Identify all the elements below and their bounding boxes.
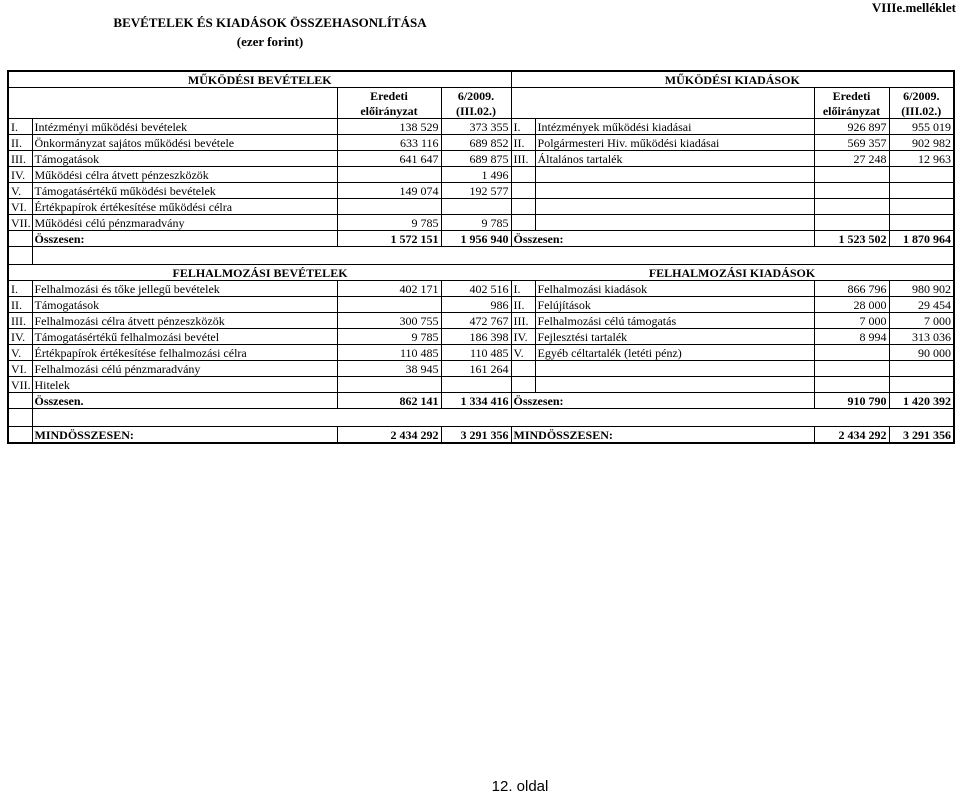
row-numeral: VII. xyxy=(8,377,32,393)
row-numeral: V. xyxy=(8,183,32,199)
value-cell xyxy=(814,345,889,361)
row-label xyxy=(535,377,814,393)
section-title: FELHALMOZÁSI BEVÉTELEK xyxy=(8,265,511,281)
row-label: Értékpapírok értékesítése működési célra xyxy=(32,199,337,215)
value-cell: 569 357 xyxy=(814,135,889,151)
total-label: MINDÖSSZESEN: xyxy=(32,427,337,444)
value-cell xyxy=(337,297,441,313)
value-cell xyxy=(337,199,441,215)
total-value: 1 956 940 xyxy=(441,231,511,247)
row-label: Támogatásértékű működési bevételek xyxy=(32,183,337,199)
row-label: Támogatások xyxy=(32,151,337,167)
row-label: Egyéb céltartalék (letéti pénz) xyxy=(535,345,814,361)
value-cell: 110 485 xyxy=(337,345,441,361)
column-header: előirányzat xyxy=(814,103,889,119)
total-row xyxy=(8,393,954,409)
row-numeral: VII. xyxy=(8,215,32,231)
table-row xyxy=(8,377,954,393)
value-cell xyxy=(814,167,889,183)
total-value: 1 572 151 xyxy=(337,231,441,247)
comparison-table xyxy=(7,70,955,444)
value-cell: 472 767 xyxy=(441,313,511,329)
row-numeral: V. xyxy=(8,345,32,361)
value-cell: 9 785 xyxy=(337,329,441,345)
value-cell xyxy=(337,167,441,183)
value-cell: 313 036 xyxy=(889,329,954,345)
column-header: Eredeti xyxy=(337,88,441,104)
value-cell xyxy=(889,215,954,231)
value-cell xyxy=(889,377,954,393)
value-cell xyxy=(337,377,441,393)
table-row xyxy=(8,329,954,345)
value-cell xyxy=(889,361,954,377)
table-row xyxy=(8,135,954,151)
column-header: (III.02.) xyxy=(889,103,954,119)
row-label xyxy=(535,361,814,377)
total-value: 910 790 xyxy=(814,393,889,409)
total-value: 1 334 416 xyxy=(441,393,511,409)
row-label: Hitelek xyxy=(32,377,337,393)
value-cell: 8 994 xyxy=(814,329,889,345)
value-cell xyxy=(814,199,889,215)
table-row xyxy=(8,313,954,329)
total-row xyxy=(8,231,954,247)
table-row xyxy=(8,119,954,135)
section-title-row xyxy=(8,71,954,88)
value-cell: 90 000 xyxy=(889,345,954,361)
page-number: 12. oldal xyxy=(491,778,549,795)
row-numeral: I. xyxy=(511,281,535,297)
row-label xyxy=(535,167,814,183)
column-header: előirányzat xyxy=(337,103,441,119)
row-numeral: I. xyxy=(511,119,535,135)
value-cell: 7 000 xyxy=(814,313,889,329)
row-numeral: VI. xyxy=(8,199,32,215)
row-label: Általános tartalék xyxy=(535,151,814,167)
row-label: Felhalmozási kiadások xyxy=(535,281,814,297)
spacer-row xyxy=(8,409,954,427)
row-numeral: I. xyxy=(8,119,32,135)
value-cell xyxy=(814,377,889,393)
value-cell: 866 796 xyxy=(814,281,889,297)
row-label: Felhalmozási célú támogatás xyxy=(535,313,814,329)
row-label: Felhalmozási célú pénzmaradvány xyxy=(32,361,337,377)
value-cell: 402 171 xyxy=(337,281,441,297)
row-numeral: VI. xyxy=(8,361,32,377)
section-title-row xyxy=(8,265,954,281)
row-numeral: II. xyxy=(511,297,535,313)
value-cell: 955 019 xyxy=(889,119,954,135)
row-numeral: I. xyxy=(8,281,32,297)
value-cell: 161 264 xyxy=(441,361,511,377)
value-cell: 986 xyxy=(441,297,511,313)
section-title: MŰKÖDÉSI KIADÁSOK xyxy=(511,71,954,88)
row-numeral xyxy=(511,361,535,377)
column-header-row xyxy=(8,88,954,104)
total-value: 1 523 502 xyxy=(814,231,889,247)
total-value: 2 434 292 xyxy=(337,427,441,444)
value-cell xyxy=(814,361,889,377)
row-numeral: IV. xyxy=(511,329,535,345)
total-value: 1 870 964 xyxy=(889,231,954,247)
value-cell: 110 485 xyxy=(441,345,511,361)
row-label: Intézmények működési kiadásai xyxy=(535,119,814,135)
column-header: (III.02.) xyxy=(441,103,511,119)
section-title: FELHALMOZÁSI KIADÁSOK xyxy=(511,265,954,281)
row-label: Intézményi működési bevételek xyxy=(32,119,337,135)
total-row xyxy=(8,427,954,444)
value-cell xyxy=(441,199,511,215)
value-cell: 641 647 xyxy=(337,151,441,167)
row-numeral: V. xyxy=(511,345,535,361)
row-numeral: III. xyxy=(511,313,535,329)
row-label: Működési célú pénzmaradvány xyxy=(32,215,337,231)
value-cell: 9 785 xyxy=(441,215,511,231)
page-title: BEVÉTELEK ÉS KIADÁSOK ÖSSZEHASONLÍTÁSA xyxy=(113,15,427,30)
total-label: Összesen. xyxy=(32,393,337,409)
value-cell: 300 755 xyxy=(337,313,441,329)
row-numeral: II. xyxy=(8,135,32,151)
table-row xyxy=(8,215,954,231)
value-cell: 149 074 xyxy=(337,183,441,199)
value-cell: 27 248 xyxy=(814,151,889,167)
row-numeral xyxy=(511,377,535,393)
value-cell: 192 577 xyxy=(441,183,511,199)
row-numeral: II. xyxy=(8,297,32,313)
row-numeral: III. xyxy=(8,313,32,329)
value-cell: 633 116 xyxy=(337,135,441,151)
value-cell: 29 454 xyxy=(889,297,954,313)
row-label xyxy=(535,183,814,199)
row-label xyxy=(535,215,814,231)
value-cell: 902 982 xyxy=(889,135,954,151)
value-cell: 926 897 xyxy=(814,119,889,135)
row-numeral: III. xyxy=(511,151,535,167)
row-label: Támogatásértékű felhalmozási bevétel xyxy=(32,329,337,345)
value-cell: 9 785 xyxy=(337,215,441,231)
value-cell: 186 398 xyxy=(441,329,511,345)
total-value: 2 434 292 xyxy=(814,427,889,444)
value-cell xyxy=(889,199,954,215)
table-row xyxy=(8,281,954,297)
value-cell: 689 852 xyxy=(441,135,511,151)
section-title: MŰKÖDÉSI BEVÉTELEK xyxy=(8,71,511,88)
value-cell: 980 902 xyxy=(889,281,954,297)
table-row xyxy=(8,361,954,377)
value-cell: 7 000 xyxy=(889,313,954,329)
column-header: Eredeti xyxy=(814,88,889,104)
value-cell: 373 355 xyxy=(441,119,511,135)
annex-label: VIIIe.melléklet xyxy=(871,0,956,15)
row-numeral: IV. xyxy=(8,329,32,345)
row-numeral: IV. xyxy=(8,167,32,183)
total-value: 1 420 392 xyxy=(889,393,954,409)
table-row xyxy=(8,183,954,199)
row-label: Támogatások xyxy=(32,297,337,313)
total-value: 862 141 xyxy=(337,393,441,409)
table-row xyxy=(8,345,954,361)
total-value: 3 291 356 xyxy=(441,427,511,444)
total-label: Összesen: xyxy=(32,231,337,247)
table-row xyxy=(8,167,954,183)
value-cell xyxy=(889,167,954,183)
value-cell: 28 000 xyxy=(814,297,889,313)
total-value: 3 291 356 xyxy=(889,427,954,444)
value-cell xyxy=(889,183,954,199)
value-cell: 38 945 xyxy=(337,361,441,377)
value-cell xyxy=(814,183,889,199)
row-numeral xyxy=(511,199,535,215)
total-label: Összesen: xyxy=(511,231,814,247)
total-label: Összesen: xyxy=(511,393,814,409)
row-label xyxy=(535,199,814,215)
table-row xyxy=(8,199,954,215)
total-label: MINDÖSSZESEN: xyxy=(511,427,814,444)
row-label: Fejlesztési tartalék xyxy=(535,329,814,345)
value-cell: 138 529 xyxy=(337,119,441,135)
row-label: Felhalmozási célra átvett pénzeszközök xyxy=(32,313,337,329)
row-label: Polgármesteri Hiv. működési kiadásai xyxy=(535,135,814,151)
row-label: Önkormányzat sajátos működési bevétele xyxy=(32,135,337,151)
value-cell: 12 963 xyxy=(889,151,954,167)
column-header: 6/2009. xyxy=(889,88,954,104)
row-numeral: II. xyxy=(511,135,535,151)
column-header-row xyxy=(8,103,954,119)
table-row xyxy=(8,297,954,313)
row-label: Értékpapírok értékesítése felhalmozási célra xyxy=(32,345,337,361)
row-numeral xyxy=(511,167,535,183)
value-cell: 689 875 xyxy=(441,151,511,167)
value-cell: 1 496 xyxy=(441,167,511,183)
spacer-row xyxy=(8,247,954,265)
row-numeral: III. xyxy=(8,151,32,167)
value-cell xyxy=(441,377,511,393)
row-label: Felhalmozási és tőke jellegű bevételek xyxy=(32,281,337,297)
row-numeral xyxy=(511,183,535,199)
value-cell: 402 516 xyxy=(441,281,511,297)
column-header: 6/2009. xyxy=(441,88,511,104)
table-row xyxy=(8,151,954,167)
row-label: Működési célra átvett pénzeszközök xyxy=(32,167,337,183)
value-cell xyxy=(814,215,889,231)
row-label: Felújítások xyxy=(535,297,814,313)
row-numeral xyxy=(511,215,535,231)
page-subtitle: (ezer forint) xyxy=(236,34,304,49)
